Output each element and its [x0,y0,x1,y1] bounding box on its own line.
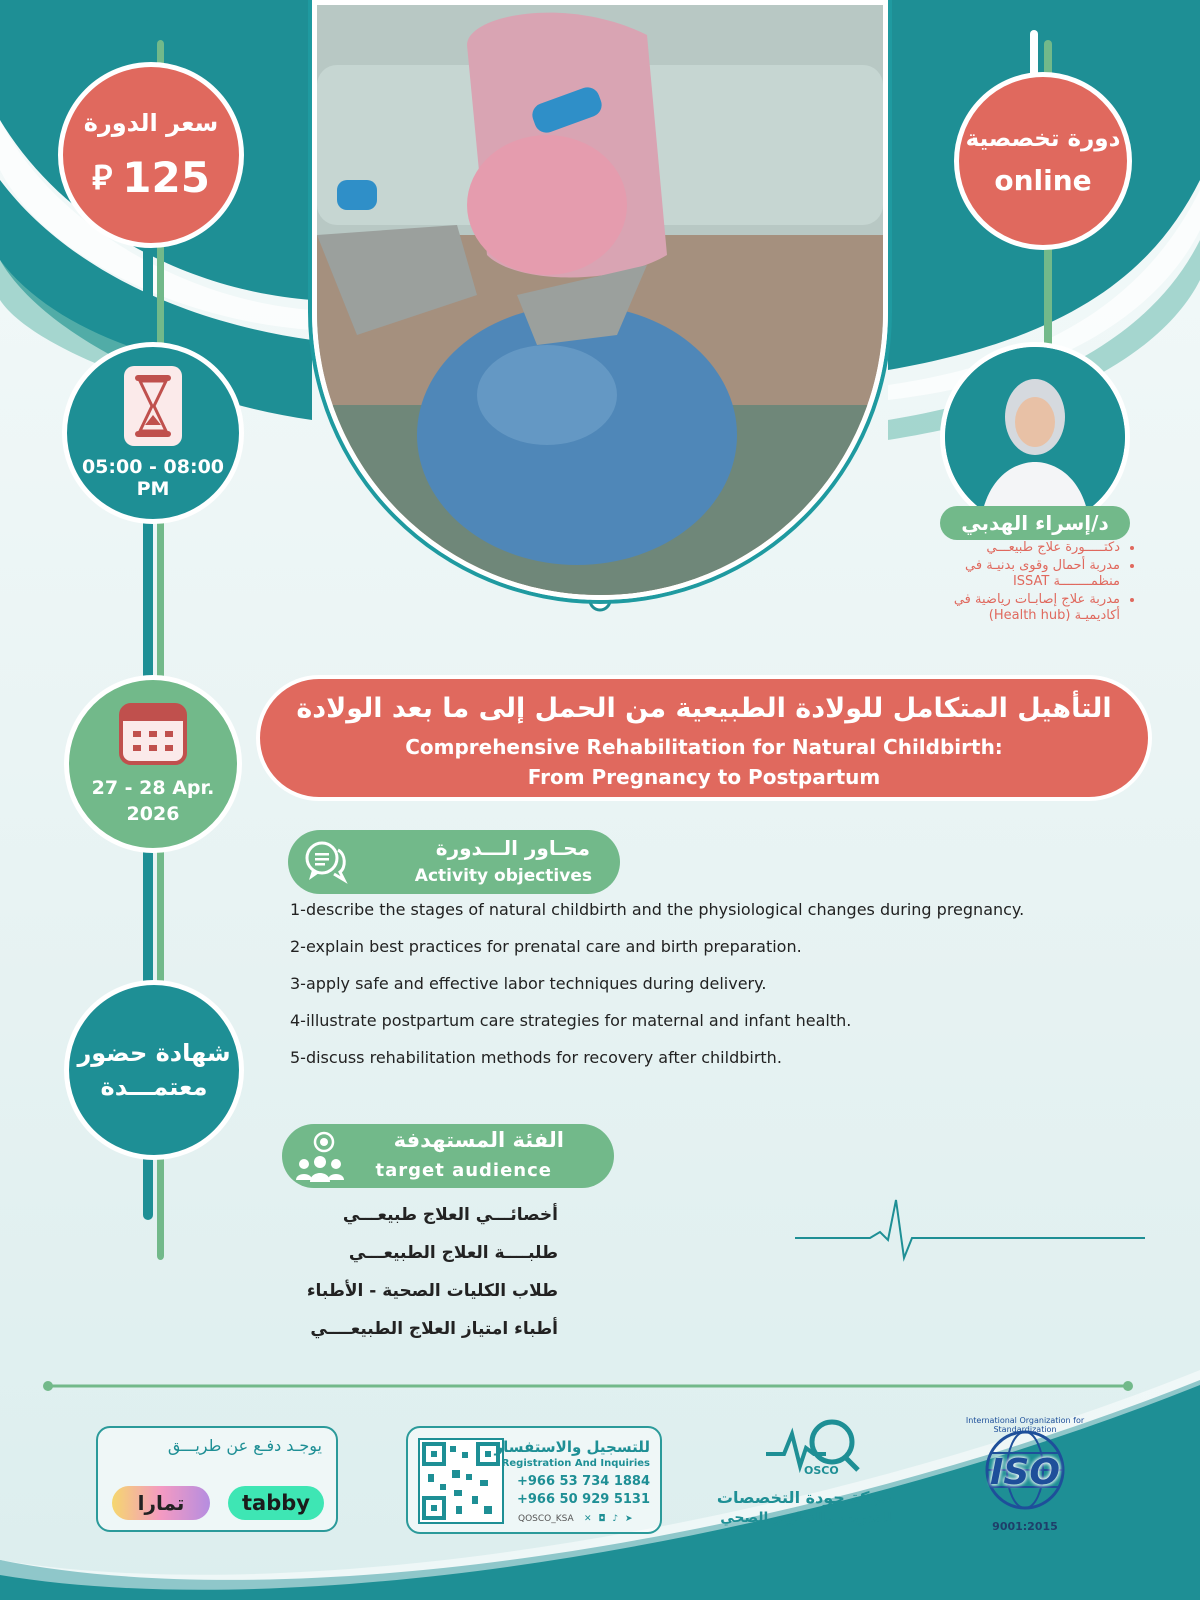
instructor-bullet: • مدربة علاج إصابـات رياضية في أكاديميـة (Health hub) [930,592,1120,624]
audience-target-icon [294,1130,346,1182]
objective-item: 4-illustrate postpartum care strategies for maternal and infant health. [290,1011,852,1030]
currency-icon: ⃁ [92,158,113,198]
iso-ring-text: International Organization for Standardization [965,1416,1085,1434]
phone-number-1[interactable]: +966 53 734 1884 [516,1474,650,1489]
audience-heading-english: target audience [375,1160,552,1181]
company-logo [706,1418,906,1538]
phone-number-2[interactable]: +966 50 929 5131 [516,1492,650,1507]
instructor-bullet: • مدربة أحمال وقوى بدنيـة في منظمــــــــة ISSAT [930,558,1120,590]
objective-item: 2-explain best practices for prenatal care and birth preparation. [290,937,802,956]
objective-item: 3-apply safe and effective labor techniques during delivery. [290,974,767,993]
time-period: PM [136,478,170,500]
iso-text: ISO [990,1452,1060,1493]
calendar-icon [119,703,187,765]
tamara-logo: تمارا [112,1486,210,1520]
date-badge [64,675,242,853]
course-type-badge [954,72,1132,250]
iso-logo [960,1408,1090,1538]
course-title-english-line1: Comprehensive Rehabilitation for Natural Childbirth: [405,735,1003,759]
tabby-logo: tabby [228,1486,324,1520]
objectives-heading-arabic: محـاور الـــدورة [435,836,590,860]
time-badge [62,342,244,524]
price-badge [58,62,244,248]
course-type-label: دورة تخصصية [965,125,1121,152]
audience-list [300,1205,558,1357]
audience-item: طلبــــة العلاج الطبيعـــي [348,1243,558,1263]
instructor-photo [940,342,1130,532]
social-handle[interactable]: QOSCO_KSA [518,1514,574,1524]
course-title-banner [256,675,1152,801]
objective-item: 5-discuss rehabilitation methods for recovery after childbirth. [290,1048,782,1067]
audience-heading [282,1124,614,1188]
course-title-arabic: التأهيل المتكامل للولادة الطبيعية من الحمل إلى ما بعد الولادة [296,693,1112,724]
hourglass-icon [124,366,182,446]
social-media-icons: ✕ ◘ ♪ ➤ [584,1514,635,1524]
price-amount: 125 [122,152,210,202]
chat-bubbles-icon [304,840,348,884]
instructor-bullet: • دكتـــــورة علاج طبيعـــي [930,540,1120,556]
audience-item: أطباء امتياز العلاج الطبيعــــي [310,1319,558,1339]
audience-heading-arabic: الفئة المستهدفة [393,1128,564,1152]
qr-code-icon [418,1438,504,1524]
company-logo-text: OSCO [804,1464,839,1477]
time-range: 05:00 - 08:00 [81,456,225,478]
payment-box [96,1426,338,1532]
objective-item: 1-describe the stages of natural childbirth and the physiological changes during pregnancy. [290,900,1025,919]
objectives-heading-english: Activity objectives [414,866,592,886]
iso-standard: 9001:2015 [992,1520,1058,1533]
instructor-name: د/إسراء الهدبي [940,506,1130,540]
payment-label: يوجـد دفـع عن طريـــق [167,1436,322,1455]
hero-photo [312,0,888,600]
certificate-line2: معتمـــدة [100,1073,208,1101]
registration-label-english: Registration And Inquiries [501,1458,650,1469]
company-name-line2: للتدريب والتطوير الصحي [720,1510,892,1526]
date-days: 27 - 28 Apr. [91,777,215,799]
instructor-bullets [930,540,1120,626]
certificate-badge [64,980,244,1160]
course-mode: online [994,163,1092,197]
course-title-english-line2: From Pregnancy to Postpartum [527,765,881,789]
price-label: سعر الدورة [83,108,219,137]
certificate-line1: شهادة حضور [77,1039,231,1067]
objectives-heading [288,830,620,894]
audience-item: طلاب الكليات الصحية - الأطباء [306,1281,558,1301]
audience-item: أخصائـــي العلاج طبيعـــي [342,1205,558,1225]
objectives-list [290,900,1170,1085]
company-name-line1: شركة جودة التخصصات [716,1488,896,1507]
registration-label-arabic: للتسجيل والاستفسار [494,1438,650,1456]
date-year: 2026 [126,803,180,825]
registration-box [406,1426,662,1534]
